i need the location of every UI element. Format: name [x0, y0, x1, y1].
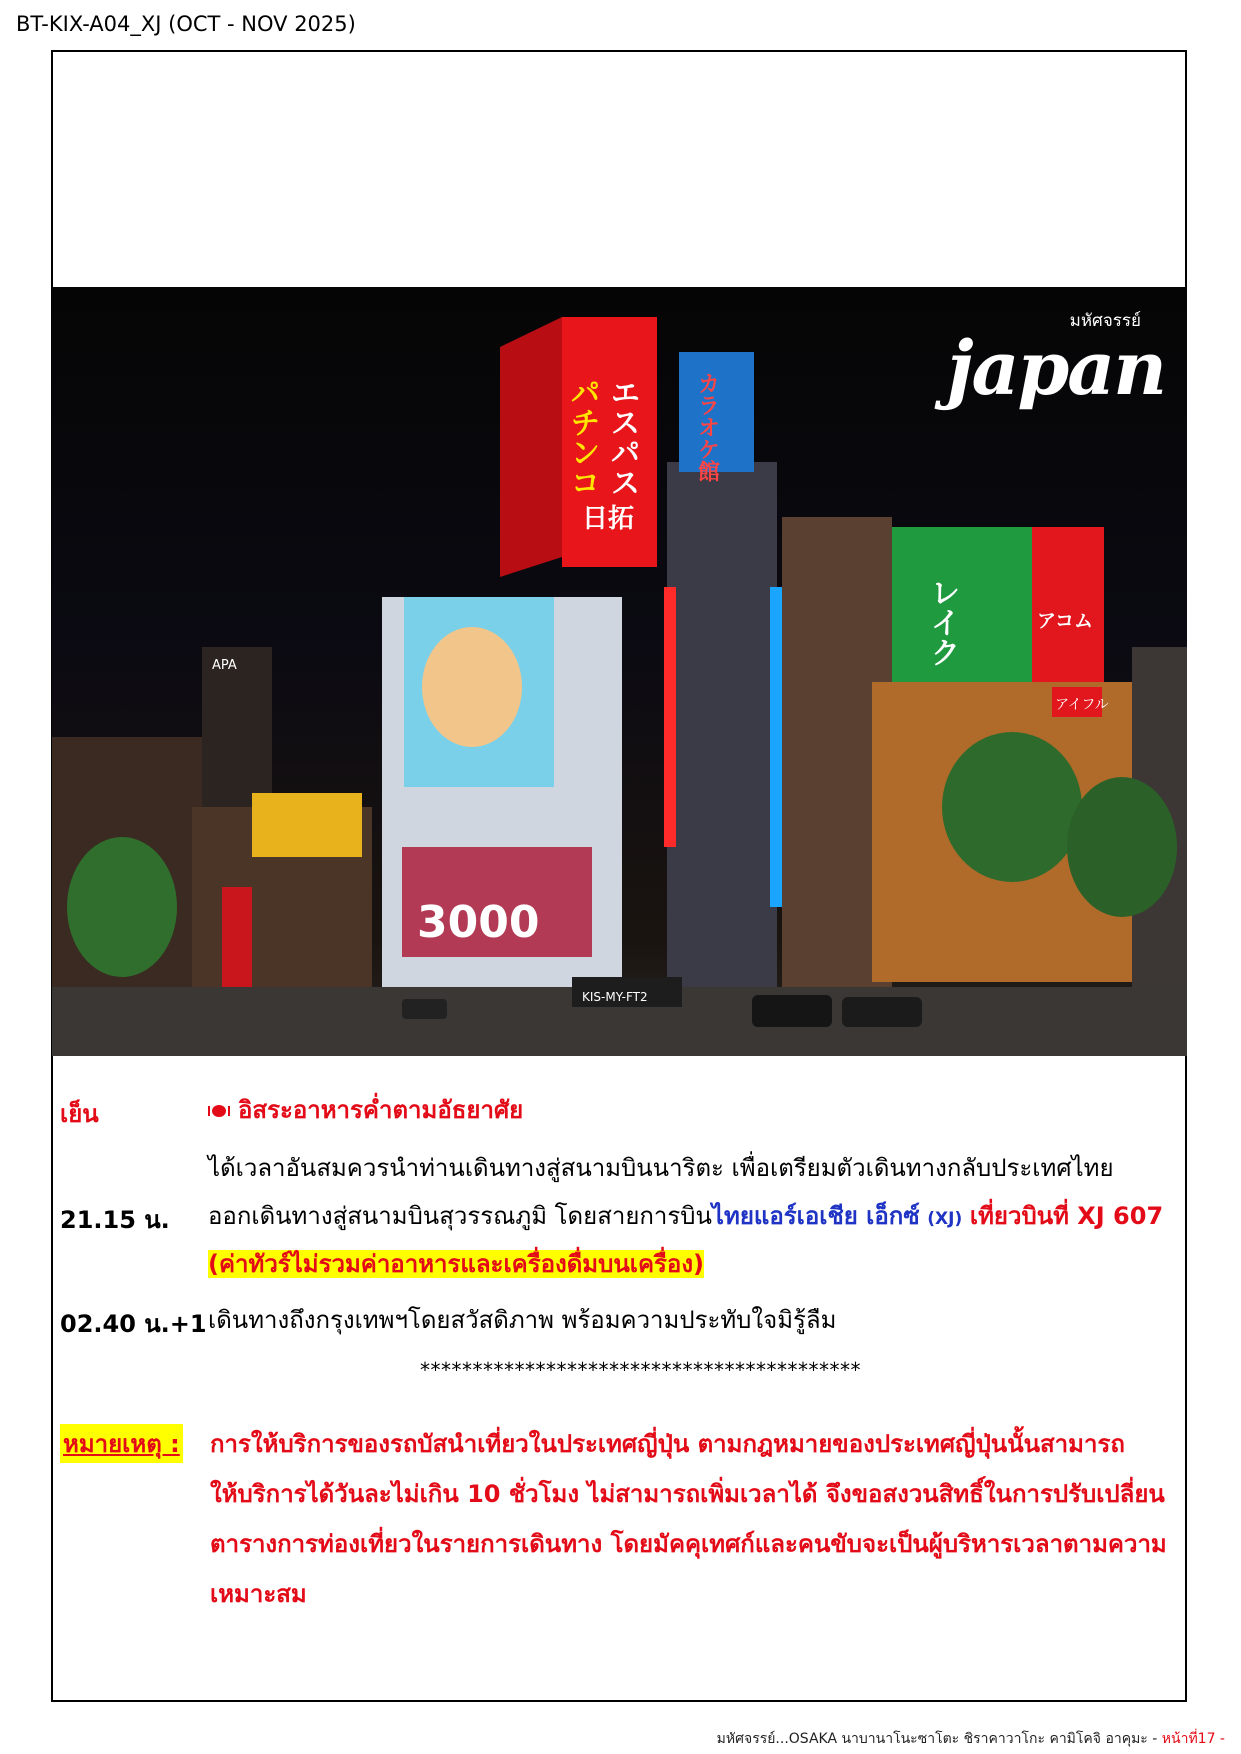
svg-text:KIS-MY-FT2: KIS-MY-FT2: [582, 990, 648, 1004]
flight-number: เที่ยวบินที่ XJ 607: [969, 1202, 1164, 1230]
airline-code: (XJ): [927, 1209, 963, 1229]
page-number: หน้าที่17 -: [1161, 1731, 1225, 1747]
apa-sign: APA: [212, 658, 237, 673]
tree-right: [942, 732, 1082, 882]
note-label: หมายเหตุ :: [60, 1424, 183, 1463]
meal-icon: [208, 1104, 230, 1118]
karaoke-text: カラオケ館: [694, 372, 720, 482]
depart-time: 21.15 น.: [60, 1206, 170, 1234]
japan-logo: [946, 307, 1165, 412]
logo-thai: มหัศจรรย์: [1069, 311, 1141, 331]
page-footer: [717, 1728, 1225, 1750]
note-line-4: เหมาะสม: [210, 1580, 307, 1608]
depart-line-2: [208, 1200, 1163, 1235]
note-line-1: การให้บริการของรถบัสนำเที่ยวในประเทศญี่ปุ่น ตามกฎหมายของประเทศญี่ปุ่นนั้นสามารถ: [210, 1430, 1125, 1458]
tokyo-night-photo: [52, 287, 1187, 1056]
svg-text:アイフル: アイフル: [1055, 697, 1109, 713]
meal-note: (ค่าทัวร์ไม่รวมค่าอาหารและเครื่องดื่มบนเครื่อง): [208, 1250, 705, 1278]
dinner-row: [208, 1094, 523, 1126]
dinner-label: เย็น: [60, 1100, 99, 1128]
document-code: BT-KIX-A04_XJ (OCT - NOV 2025): [16, 12, 356, 36]
lake-sign: [892, 527, 1032, 682]
price-sign: 3000: [417, 897, 540, 948]
arrive-time: 02.40 น.+1: [60, 1310, 207, 1338]
dinner-text: อิสระอาหารค่ำตามอัธยาศัย: [238, 1096, 524, 1124]
nikko-sign: 日拓: [582, 504, 635, 534]
svg-text:アコム: アコム: [1037, 610, 1094, 632]
separator-stars: ******************************************: [420, 1358, 861, 1382]
svg-text:レイク: レイク: [924, 577, 960, 667]
depart-text: ออกเดินทางสู่สนามบินสุวรรณภูมิ โดยสายการบิน: [208, 1202, 712, 1230]
karaoke-building: [667, 462, 777, 992]
taxi: [752, 995, 832, 1027]
logo-japan: japan: [946, 326, 1165, 412]
arrive-text: เดินทางถึงกรุงเทพฯโดยสวัสดิภาพ พร้อมความประทับใจมิรู้ลืม: [208, 1306, 837, 1334]
tree-left: [67, 837, 177, 977]
pachinko-text: パチンコ: [564, 377, 600, 497]
espace-text: エスパス: [604, 377, 640, 497]
note-line-2: ให้บริการได้วันละไม่เกิน 10 ชั่วโมง ไม่สามารถเพิ่มเวลาได้ จึงขอสงวนสิทธิ์ในการปรับเปลี่ยน: [210, 1480, 1165, 1508]
meal-note-row: [208, 1248, 704, 1280]
note-line-3: ตารางการท่องเที่ยวในรายการเดินทาง โดยมัคคุเทศก์และคนขับจะเป็นผู้บริหารเวลาตามความ: [210, 1530, 1167, 1558]
billboard-fries: [252, 793, 362, 857]
depart-line-1: ได้เวลาอันสมควรนำท่านเดินทางสู่สนามบินนาริตะ เพื่อเตรียมตัวเดินทางกลับประเทศไทย: [208, 1154, 1114, 1182]
airline-name: ไทยแอร์เอเชีย เอ็กซ์: [711, 1202, 920, 1230]
footer-text: มหัศจรรย์...OSAKA นาบานาโนะซาโตะ ชิราคาวาโกะ คามิโคจิ อาคุมะ -: [716, 1731, 1162, 1747]
acom-sign: [1032, 527, 1104, 682]
